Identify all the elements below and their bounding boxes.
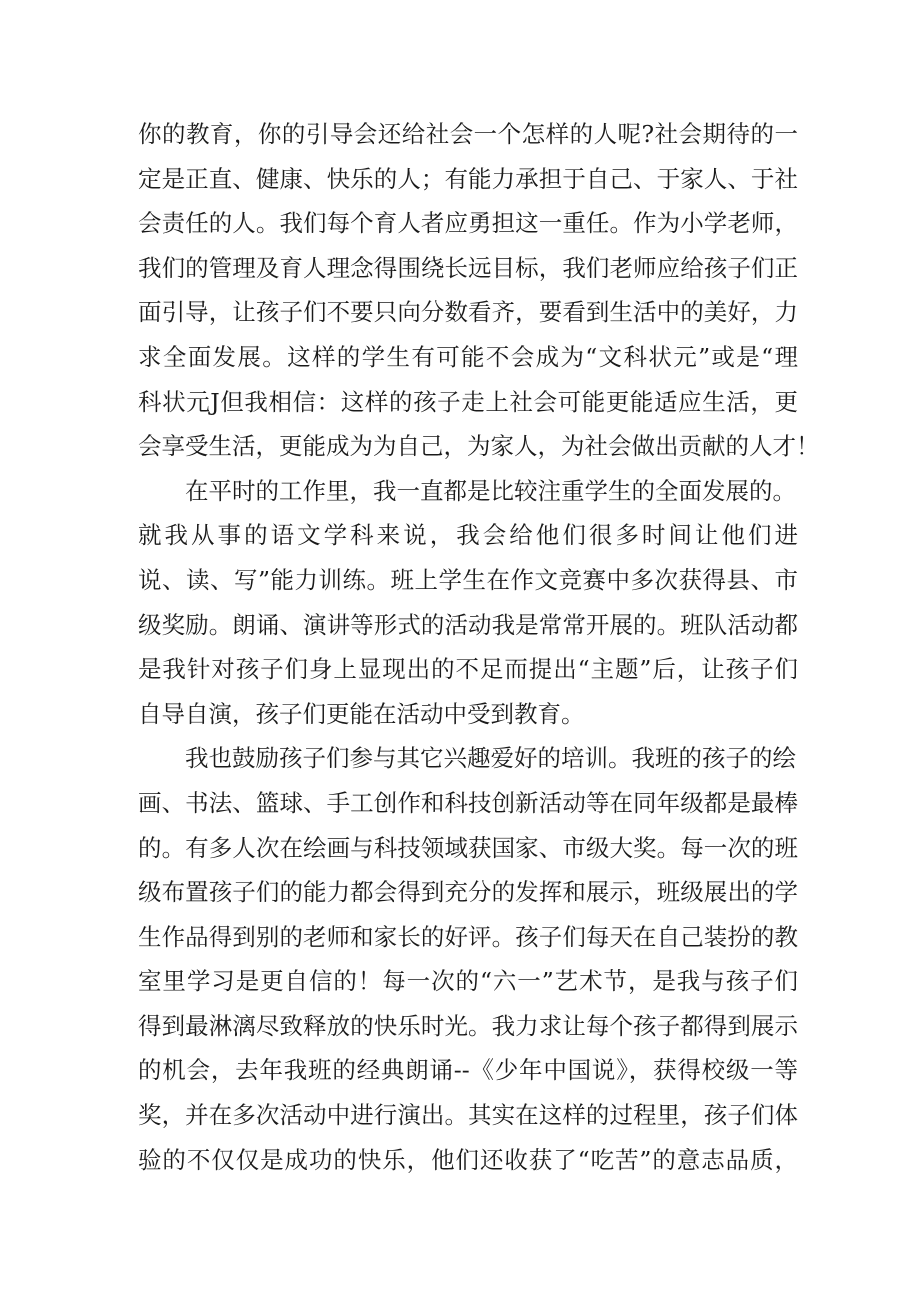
paragraph-2-line-6: 自导自演，孩子们更能在活动中受到教育。: [138, 699, 585, 728]
paragraph-1-line-8: 会享受生活，更能成为为自己，为家人，为社会做出贡献的人才！: [138, 432, 820, 461]
paragraph-3-line-5: 生作品得到别的老师和家长的好评。孩子们每天在自己装扮的教: [138, 922, 798, 951]
paragraph-1-line-3: 会责任的人。我们每个育人者应勇担这一重任。作为小学老师，: [138, 209, 798, 238]
paragraph-1-line-6: 求全面发展。这样的学生有可能不会成为“文科状元”或是“理: [138, 342, 798, 371]
paragraph-3-line-10: 验的不仅仅是成功的快乐，他们还收获了“吃苦”的意志品质，: [138, 1145, 798, 1174]
paragraph-3-line-8: 的机会，去年我班的经典朗诵--《少年中国说》，获得校级一等: [138, 1056, 798, 1085]
paragraph-1-line-7: 科状元J但我相信：这样的孩子走上社会可能更能适应生活，更: [138, 387, 798, 416]
paragraph-3-line-6: 室里学习是更自信的！每一次的“六一”艺术节，是我与孩子们: [138, 967, 798, 996]
paragraph-2-line-1: 在平时的工作里，我一直都是比较注重学生的全面发展的。: [185, 476, 796, 505]
paragraph-2-line-2: 就我从事的语文学科来说，我会给他们很多时间让他们进: [138, 521, 798, 550]
paragraph-3-line-4: 级布置孩子们的能力都会得到充分的发挥和展示，班级展出的学: [138, 878, 798, 907]
paragraph-2-line-4: 级奖励。朗诵、演讲等形式的活动我是常常开展的。班队活动都: [138, 610, 798, 639]
body-text: [138, 112, 820, 1182]
paragraph-3-line-2: 画、书法、篮球、手工创作和科技创新活动等在同年级都是最棒: [138, 788, 798, 817]
paragraph-3-line-1: 我也鼓励孩子们参与其它兴趣爱好的培训。我班的孩子的绘: [185, 744, 796, 773]
paragraph-3-line-3: 的。有多人次在绘画与科技领域获国家、市级大奖。每一次的班: [138, 833, 798, 862]
paragraph-1-line-5: 面引导，让孩子们不要只向分数看齐，要看到生活中的美好，力: [138, 298, 798, 327]
paragraph-2-line-5: 是我针对孩子们身上显现出的不足而提出“主题”后，让孩子们: [138, 655, 798, 684]
paragraph-3-line-7: 得到最淋漓尽致释放的快乐时光。我力求让每个孩子都得到展示: [138, 1011, 798, 1040]
paragraph-1-line-2: 定是正直、健康、快乐的人；有能力承担于自己、于家人、于社: [138, 164, 798, 193]
paragraph-1-line-1: 你的教育，你的引导会还给社会一个怎样的人呢?社会期待的一: [138, 120, 798, 148]
paragraph-1-line-4: 我们的管理及育人理念得围绕长远目标，我们老师应给孩子们正: [138, 253, 798, 282]
paragraph-2-line-3: 说、读、写”能力训练。班上学生在作文竞赛中多次获得县、市: [138, 565, 798, 594]
paragraph-3-line-9: 奖，并在多次活动中进行演出。其实在这样的过程里，孩子们体: [138, 1101, 798, 1130]
